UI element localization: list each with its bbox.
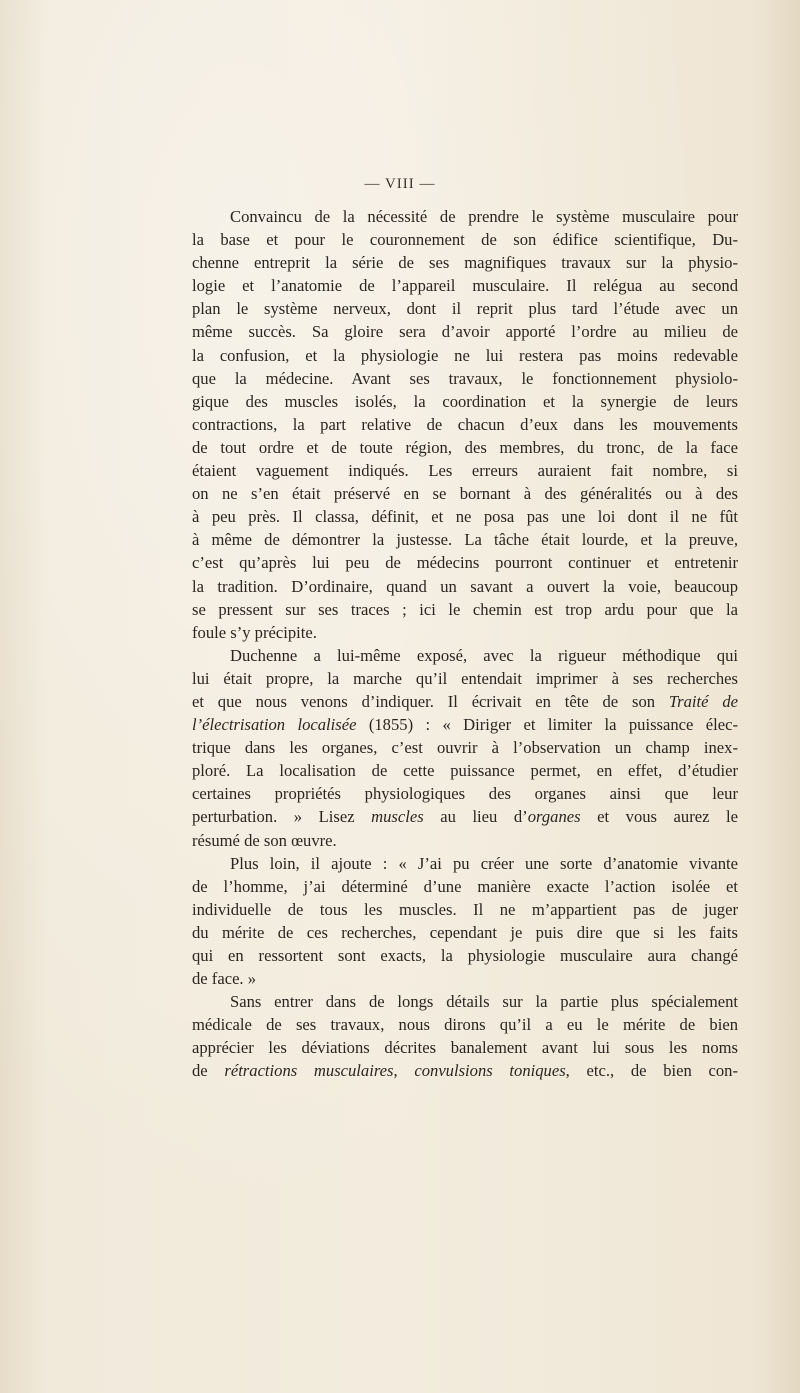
text-run: Sans entrer dans de longs détails sur la partie plus spécialement	[230, 992, 738, 1012]
text-line	[192, 1036, 738, 1059]
text-run: se pressent sur ses traces ; ici le chemin est trop ardu pour que la	[192, 599, 738, 619]
text-line	[192, 621, 738, 644]
text-run: certaines propriétés physiologiques des organes ainsi que leur	[192, 784, 738, 804]
text-line	[192, 805, 738, 828]
body-text	[192, 205, 738, 1083]
text-run: à peu près. Il classa, définit, et ne posa pas une loi dont il ne fût	[192, 507, 738, 527]
text-run: que la médecine. Avant ses travaux, le fonctionnement physiolo-	[192, 368, 738, 388]
text-line	[192, 367, 738, 390]
text-line	[192, 228, 738, 251]
text-line	[192, 390, 738, 413]
italic-text: rétractions musculaires	[224, 1061, 394, 1081]
text-run: Convaincu de la nécessité de prendre le système musculaire pour	[230, 207, 738, 226]
text-run: de	[192, 1061, 225, 1081]
italic-text: convulsions toniques	[414, 1061, 566, 1081]
text-run: au lieu d’	[423, 807, 528, 827]
text-run: ,	[393, 1061, 415, 1081]
text-run: à même de démontrer la justesse. La tâche était lourde, et la preuve,	[192, 530, 738, 550]
text-line	[192, 667, 738, 690]
text-line	[192, 944, 738, 967]
text-line	[192, 297, 738, 320]
text-line	[192, 829, 738, 852]
text-line	[192, 598, 738, 621]
text-run: perturbation. » Lisez	[192, 807, 372, 827]
text-line	[192, 1059, 738, 1082]
text-line	[192, 690, 738, 713]
text-run: (1855) : « Diriger et limiter la puissance élec-	[356, 715, 738, 735]
text-line	[192, 921, 738, 944]
text-run: , etc., de bien con-	[565, 1061, 738, 1081]
text-run: trique dans les organes, c’est ouvrir à l’observation un champ inex-	[192, 738, 738, 758]
text-run: de tout ordre et de toute région, des membres, du tronc, de la face	[192, 437, 738, 457]
text-line	[192, 459, 738, 482]
text-line	[192, 436, 738, 459]
text-line	[192, 967, 738, 990]
text-line	[192, 251, 738, 274]
text-run: étaient vaguement indiqués. Les erreurs auraient fait nombre, si	[192, 461, 738, 481]
page-number: — VIII —	[364, 176, 436, 192]
text-run: chenne entreprit la série de ses magnifiques travaux sur la physio-	[192, 253, 738, 273]
text-run: qui en ressortent sont exacts, la physiologie musculaire aura changé	[192, 946, 738, 965]
text-run: foule s’y précipite.	[192, 622, 317, 642]
text-run: la confusion, et la physiologie ne lui restera pas moins redevable	[192, 345, 738, 365]
text-run: la tradition. D’ordinaire, quand un savant a ouvert la voie, beaucoup	[192, 576, 738, 596]
text-line	[192, 551, 738, 574]
italic-text: muscles	[371, 807, 424, 827]
text-line	[192, 875, 738, 898]
text-line	[192, 644, 738, 667]
text-run: c’est qu’après lui peu de médecins pourront continuer et entretenir	[192, 553, 738, 573]
text-line	[192, 274, 738, 297]
text-run: logie et l’anatomie de l’appareil musculaire. Il relégua au second	[192, 276, 738, 296]
text-run: gique des muscles isolés, la coordination et la synergie de leurs	[192, 391, 738, 411]
text-line	[192, 898, 738, 921]
text-line	[192, 990, 738, 1013]
italic-text: l’électrisation localisée	[192, 715, 357, 735]
text-run: lui était propre, la marche qu’il entendait imprimer à ses recherches	[192, 668, 738, 688]
text-line	[192, 505, 738, 528]
text-run: de l’homme, j’ai déterminé d’une manière exacte l’action isolée et	[192, 876, 738, 896]
text-run: du mérite de ces recherches, cependant je puis dire que si les faits	[192, 922, 738, 942]
text-line	[192, 713, 738, 736]
text-run: on ne s’en était préservé en se bornant à des généralités ou à des	[192, 484, 738, 504]
text-line	[192, 482, 738, 505]
text-line	[192, 575, 738, 598]
text-run: Plus loin, il ajoute : « J’ai pu créer une sorte d’anatomie vivante	[230, 853, 738, 873]
text-line	[192, 1013, 738, 1036]
text-line	[192, 528, 738, 551]
italic-text: Traité de	[668, 691, 738, 711]
text-run: ploré. La localisation de cette puissance permet, en effet, d’étudier	[192, 761, 738, 781]
text-line	[192, 413, 738, 436]
italic-text: organes	[527, 807, 581, 827]
text-run: et que nous venons d’indiquer. Il écrivait en tête de son	[192, 691, 669, 711]
text-run: de face. »	[192, 969, 257, 989]
text-line	[192, 782, 738, 805]
text-run: la base et pour le couronnement de son édifice scientifique, Du-	[192, 230, 738, 250]
text-run: médicale de ses travaux, nous dirons qu’il a eu le mérite de bien	[192, 1015, 738, 1035]
text-line	[192, 344, 738, 367]
text-run: résumé de son œuvre.	[192, 830, 337, 850]
text-run: Duchenne a lui-même exposé, avec la rigueur méthodique qui	[230, 645, 738, 665]
text-line	[192, 852, 738, 875]
text-run: plan le système nerveux, dont il reprit plus tard l’étude avec un	[192, 299, 738, 319]
text-run: même succès. Sa gloire sera d’avoir apporté l’ordre au milieu de	[192, 322, 738, 342]
text-line	[192, 736, 738, 759]
text-line	[192, 759, 738, 782]
text-run: et vous aurez le	[580, 807, 738, 827]
text-line	[192, 320, 738, 343]
text-line	[192, 205, 738, 228]
text-run: apprécier les déviations décrites banalement avant lui sous les noms	[192, 1038, 738, 1058]
text-run: contractions, la part relative de chacun d’eux dans les mouvements	[192, 414, 738, 434]
text-run: individuelle de tous les muscles. Il ne m’appartient pas de juger	[192, 899, 738, 919]
